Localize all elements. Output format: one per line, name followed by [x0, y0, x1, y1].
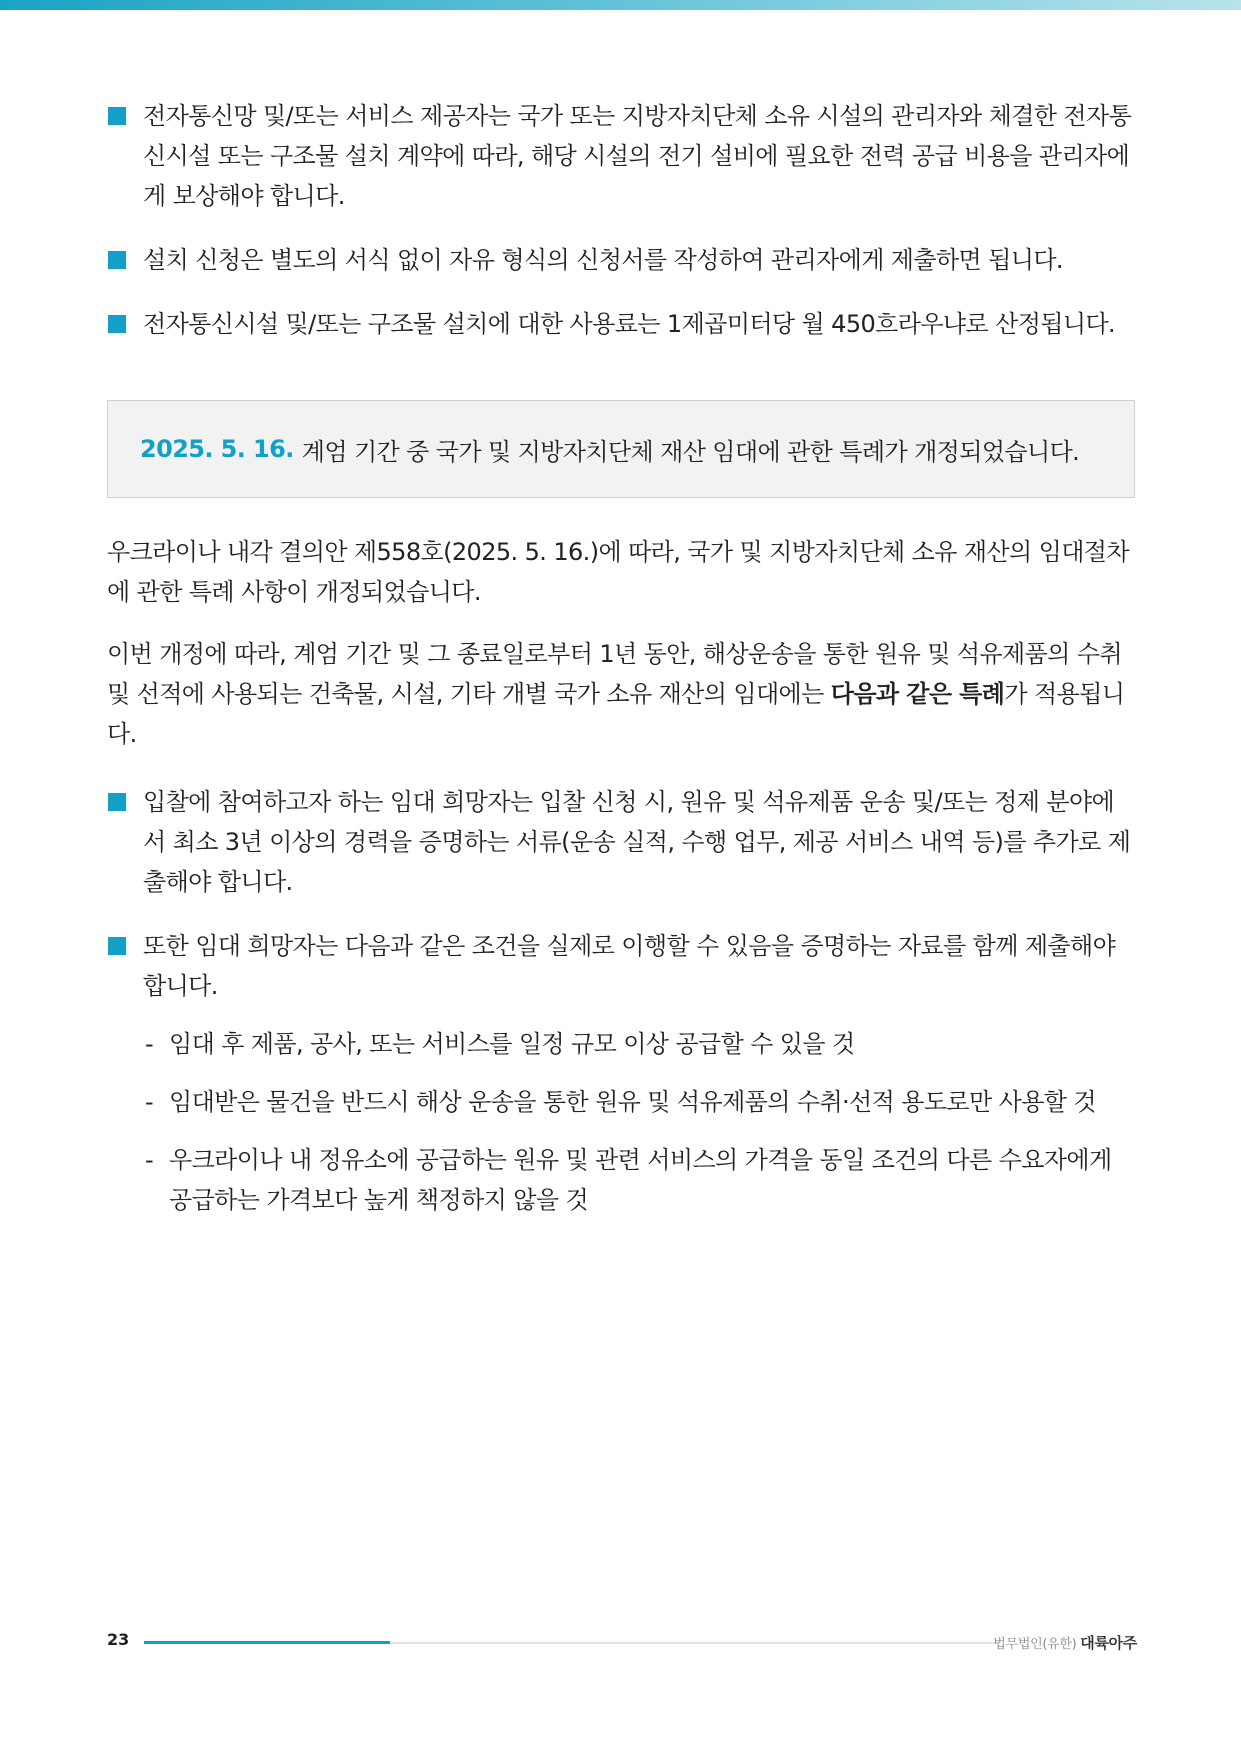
dash-marker: -: [145, 1030, 154, 1058]
bullet-item: 전자통신시설 및/또는 구조물 설치에 대한 사용료는 1제곱미터당 월 450흐라우냐로 산정됩니다.: [107, 304, 1135, 344]
page-footer: [107, 1630, 1137, 1654]
square-bullet-icon: [108, 793, 126, 811]
top-accent-band: [0, 0, 1241, 10]
bullet-item: 입찰에 참여하고자 하는 임대 희망자는 입찰 신청 시, 원유 및 석유제품 운송 및/또는 정제 분야에서 최소 3년 이상의 경력을 증명하는 서류(운송 실적, 수행 업무, 제공 서비스 내역 등)를 추가로 제출해야 합니다.: [107, 782, 1135, 902]
square-bullet-icon: [108, 937, 126, 955]
notice-date: 2025. 5. 16.: [140, 435, 294, 463]
page-number: 23: [107, 1630, 130, 1649]
paragraph-amendment: 이번 개정에 따라, 계엄 기간 및 그 종료일로부터 1년 동안, 해상운송을 통한 원유 및 석유제품의 수취 및 선적에 사용되는 건축물, 시설, 기타 개별 국가 소유 재산의 임대에는 다음과 같은 특례가 적용됩니다.: [107, 640, 1125, 748]
dash-item: - 임대 후 제품, 공사, 또는 서비스를 일정 규모 이상 공급할 수 있을 것: [107, 1024, 1135, 1064]
firm-name: 법무법인(유한) 대륙아주: [993, 1634, 1137, 1652]
bullet-list-top: [107, 96, 1135, 344]
emphasis-special-provisions: 다음과 같은 특례: [830, 680, 1005, 708]
square-bullet-icon: [108, 315, 126, 333]
dash-item: - 우크라이나 내 정유소에 공급하는 원유 및 관련 서비스의 가격을 동일 조건의 다른 수요자에게 공급하는 가격보다 높게 책정하지 않을 것: [107, 1140, 1135, 1220]
dash-marker: -: [145, 1088, 154, 1116]
bullet-list-bottom: [107, 782, 1135, 1006]
square-bullet-icon: [108, 107, 126, 125]
square-bullet-icon: [108, 251, 126, 269]
dash-marker: -: [145, 1146, 154, 1174]
paragraph-resolution: 우크라이나 내각 결의안 제558호(2025. 5. 16.)에 따라, 국가 및 지방자치단체 소유 재산의 임대절차에 관한 특례 사항이 개정되었습니다.: [107, 538, 1129, 606]
document-body: [107, 96, 1135, 1238]
dash-item: - 임대받은 물건을 반드시 해상 운송을 통한 원유 및 석유제품의 수취·선적 용도로만 사용할 것: [107, 1082, 1135, 1122]
notice-text: 계엄 기간 중 국가 및 지방자치단체 재산 임대에 관한 특례가 개정되었습니다.: [301, 437, 1080, 466]
bullet-item: 전자통신망 및/또는 서비스 제공자는 국가 또는 지방자치단체 소유 시설의 관리자와 체결한 전자통신시설 또는 구조물 설치 계약에 따라, 해당 시설의 전기 설비에 필요한 전력 공급 비용을 관리자에게 보상해야 합니다.: [107, 96, 1135, 216]
dash-list: [107, 1024, 1135, 1220]
bullet-item: 또한 임대 희망자는 다음과 같은 조건을 실제로 이행할 수 있음을 증명하는 자료를 함께 제출해야 합니다.: [107, 926, 1135, 1006]
footer-divider-accent: [144, 1641, 390, 1644]
notice-box: [107, 400, 1135, 498]
bullet-item: 설치 신청은 별도의 서식 없이 자유 형식의 신청서를 작성하여 관리자에게 제출하면 됩니다.: [107, 240, 1135, 280]
